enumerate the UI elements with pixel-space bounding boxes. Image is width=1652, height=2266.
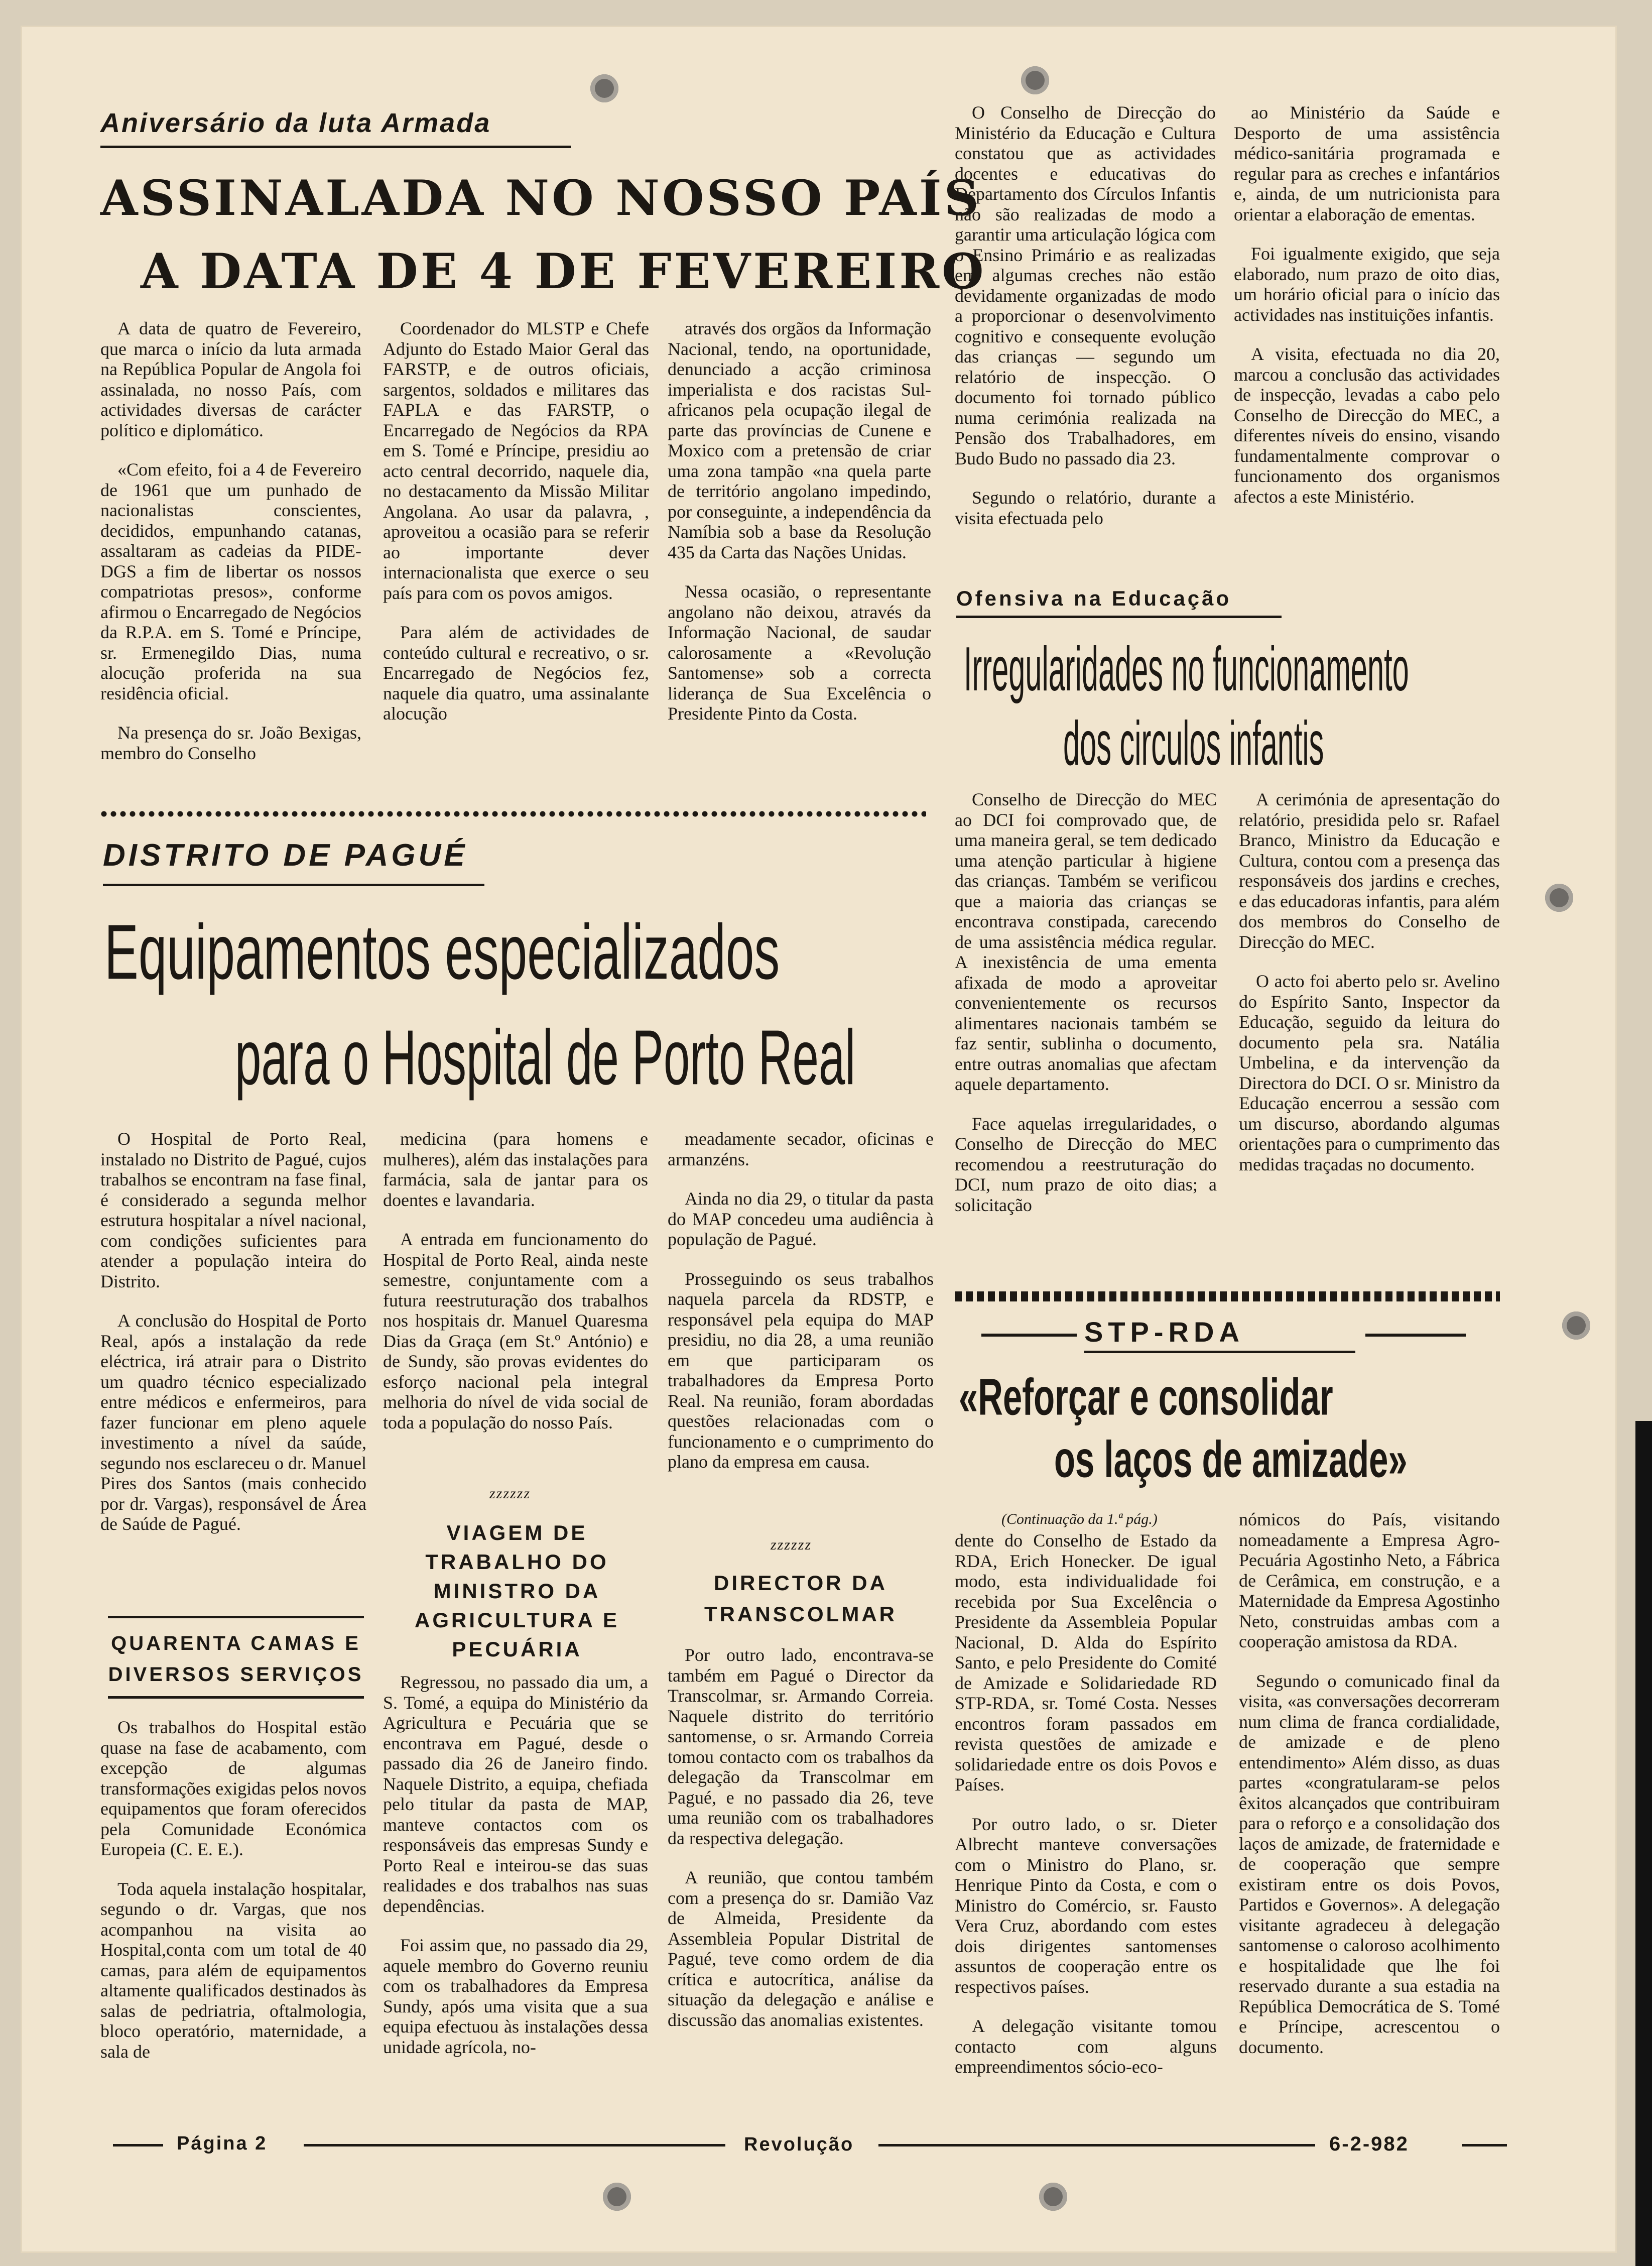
kicker-rule-right: [1365, 1334, 1466, 1337]
paragraph: A cerimónia de apresentação do relatório, presidida pelo sr. Rafael Branco, Ministro da Educação e Cultura, contou com a presença das responsáveis dos jardins e creches, e das educadoras infantis, para além dos membros do Conselho de Direcção do MEC.: [1239, 789, 1500, 952]
footer-date: 6-2-982: [1329, 2133, 1409, 2155]
article3-top-column-1: [955, 102, 1216, 569]
paragraph: «Com efeito, foi a 4 de Fevereiro de 1961 que um punhado de nacionalistas conscientes, decididos, empunhando catanas, assaltaram as cadeias da PIDE-DGS a fim de libertar os nossos compatriotas presos», conforme afirmou o Encarregado de Negócios da R.P.A. em S. Tomé e Príncipe, sr. Ermenegildo Dias, numa alocução proferida na sua residência oficial.: [100, 459, 361, 703]
article3-column-2: [1239, 789, 1500, 1271]
decorative-separator: zzzzzz: [771, 1536, 812, 1553]
paragraph: Foi igualmente exigido, que seja elaborado, num prazo de oito dias, um horário oficial para o início das actividades nas instituições infantis.: [1234, 244, 1500, 325]
paragraph: Na presença do sr. João Bexigas, membro do Conselho: [100, 723, 361, 763]
article2-column-2b: [383, 1672, 648, 2124]
decorative-separator: zzzzzz: [489, 1485, 531, 1502]
paragraph: A entrada em funcionamento do Hospital de Porto Real, ainda neste semestre, conjuntamente com a futura reestruturação dos trabalhos nos hospitais dr. Manuel Quaresma Dias da Graça (em St.º António) e de Sundy, são provas evidentes do esforço nacional pela integral melhoria do nível de vida social de toda a população do nosso País.: [383, 1229, 648, 1433]
paragraph: A visita, efectuada no dia 20, marcou a conclusão das actividades de inspecção, levadas a cabo pelo Conselho de Direcção do MEC, a diferentes níveis do ensino, visando fundamentalmente comprovar o funcionamento dos organismos afectos a este Ministério.: [1234, 344, 1500, 507]
article1-column-1: [100, 318, 361, 790]
article2-headline-line1: Equipamentos especializados: [104, 909, 780, 996]
paragraph: A delegação visitante tomou contacto com alguns empreendimentos sócio-eco-: [955, 2016, 1217, 2077]
article2-subhead-quarenta-camas: QUARENTA CAMAS E DIVERSOS SERVIÇOS: [108, 1632, 364, 1686]
paragraph: A reunião, que contou também com a presença do sr. Damião Vaz de Almeida, Presidente da Assembleia Popular Distrital de Pagué, teve como ordem de dia crítica e autocrítica, análise da situação da delegação e análise e discussão das anomalias existentes.: [668, 1867, 934, 2030]
scan-color-bar: [1635, 1421, 1652, 2266]
article2-subhead-viagem-de-trabalho: VIAGEM DE TRABALHO DO MINISTRO DA AGRICULTURA E PECUÁRIA: [415, 1521, 619, 1661]
article2-column-1b: [100, 1717, 366, 2124]
article1-headline-line1: ASSINALADA NO NOSSO PAÍS: [100, 170, 981, 226]
paragraph: Segundo o comunicado final da visita, «as conversações decorreram num clima de franca cordialidade, de amizade e de pleno entendimento» Além disso, as duas partes «congratularam-se pelos êxitos alcançados que contribuiram para o reforço e a consolidação dos laços de amizade, de fraternidade e de cooperação que sempre existiram entre os dois Povos, Partidos e Governos». A delegação visitante agradeceu à delegação santomense o caloroso acolhimento e hospitalidade que lhe foi reservado durante a sua estadia na República Democrática de S. Tomé e Príncipe, acrescentou o documento.: [1239, 1671, 1500, 2057]
subhead-rule: [108, 1696, 364, 1699]
article3-top-column-2: [1234, 102, 1500, 569]
punch-hole: [1021, 66, 1049, 94]
article2-column-3: [668, 1129, 934, 1530]
punch-hole: [1545, 884, 1573, 912]
footer-page-number: Página 2: [177, 2133, 268, 2154]
footer-rule: [878, 2144, 1315, 2146]
footer-rule: [1462, 2144, 1507, 2146]
article1-kicker: Aniversário da luta Armada: [100, 108, 491, 138]
article3-headline-line1: Irregularidades no funcionamento: [964, 634, 1409, 704]
article3-column-1: [955, 789, 1217, 1271]
paragraph: Prosseguindo os seus trabalhos naquela parcela da RDSTP, e responsável pela equipa do MAP presidiu, no dia 28, a uma reunião em que participaram os trabalhadores da Empresa Porto Real. Na reunião, foram abordadas questões relacionadas com o funcionamento e o cumprimento do plano da empresa em causa.: [668, 1268, 934, 1472]
footer-newspaper-name: Revolução: [744, 2134, 854, 2155]
article3-headline-line2: dos circulos infantis: [1063, 708, 1324, 779]
article3-kicker: Ofensiva na Educação: [956, 586, 1232, 610]
paragraph: Toda aquela instalação hospitalar, segundo o dr. Vargas, que nos acompanhou na visita ao Hospital,conta com um total de 40 camas, para além de equipamentos altamente qualificados destinados às salas de pedriatria, oftalmologia, bloco operatório, maternidade, a sala de: [100, 1878, 366, 2062]
paragraph: Foi assim que, no passado dia 29, aquele membro do Governo reuniu com os trabalhadores da Empresa Sundy, após uma visita que a sua equipa efectuou às instalações dessa unidade agrícola, no-: [383, 1935, 648, 2057]
article4-continuation-note: (Continuação da 1.ª pág.): [1001, 1511, 1158, 1527]
kicker-underline: [103, 884, 484, 886]
article4-headline-line1: «Reforçar e consolidar: [959, 1368, 1333, 1426]
paragraph: meadamente secador, oficinas e armanzéns.: [668, 1129, 934, 1169]
decorative-wavy-rule: [100, 810, 926, 817]
decorative-chain-rule: [955, 1291, 1500, 1301]
article4-column-2: [1239, 1509, 1500, 2123]
article2-kicker: DISTRITO DE PAGUÉ: [103, 838, 468, 873]
punch-hole: [603, 2183, 631, 2211]
paragraph: nómicos do País, visitando nomeadamente a Empresa Agro-Pecuária Agostinho Neto, a Fábrica de Cerâmica, em construção, e a Maternidade da Empresa Agostinho Neto, construidas ambas com a cooperação amistosa da RDA.: [1239, 1509, 1500, 1651]
paragraph: Para além de actividades de conteúdo cultural e recreativo, o sr. Encarregado de Negócios fez, naquele dia quatro, uma assinalante alocução: [383, 622, 649, 724]
article1-column-2: [383, 318, 649, 790]
punch-hole: [590, 74, 618, 102]
article2-subhead-director-transcolmar: DIRECTOR DA TRANSCOLMAR: [704, 1571, 897, 1626]
article2-headline-line2: para o Hospital de Porto Real: [235, 1014, 856, 1101]
paragraph: dente do Conselho de Estado da RDA, Erich Honecker. De igual modo, esta individualidade foi recebida por Sua Excelência o Presidente da Assembleia Popular Nacional, D. Alda do Espírito Santo, e pelo Presidente do Comité de Amizade e Solidariedade RD STP-RDA, sr. Tomé Costa. Nesses encontros foram passados em revista questões de amizade e solidariedade entre os dois Povos e Países.: [955, 1530, 1217, 1795]
paragraph: Ainda no dia 29, o titular da pasta do MAP concedeu uma audiência à população de Pagué.: [668, 1188, 934, 1249]
punch-hole: [1039, 2183, 1067, 2211]
kicker-underline: [100, 146, 571, 148]
paragraph: Nessa ocasião, o representante angolano não deixou, através da Informação Nacional, de saudar calorosamente a «Revolução Santomense» sob a correcta liderança de Sua Excelência o Presidente Pinto da Costa.: [668, 581, 931, 724]
article2-column-2: [383, 1129, 648, 1480]
paragraph: ao Ministério da Saúde e Desporto de uma assistência médico-sanitária programada e regular para as creches e infantários e, ainda, de um nutricionista para orientar a elaboração de ementas.: [1234, 102, 1500, 224]
paragraph: O Hospital de Porto Real, instalado no Distrito de Pagué, cujos trabalhos se encontram na fase final, é considerado a segunda melhor estrutura hospitalar a nível nacional, com condições suficientes para atender a população inteira do Distrito.: [100, 1129, 366, 1291]
paragraph: Conselho de Direcção do MEC ao DCI foi comprovado que, de uma maneira geral, se tem dedicado uma atenção particular à higiene das crianças. Também se verificou que a maioria das crianças se encontrava constipada, carecendo de uma assistência médica regular. A inexistência de uma ementa afixada de modo a aproveitar convenientemente os recursos alimentares nacionais também se faz sentir, sublinha o documento, entre outras anomalias que afectam aquele departamento.: [955, 789, 1217, 1094]
paragraph: O acto foi aberto pelo sr. Avelino do Espírito Santo, Inspector da Educação, seguido da leitura do documento pela sra. Natália Umbelina, e da intervenção da Directora do DCI. O sr. Ministro da Educação encerrou a sessão com um discurso, abordando algumas orientações para o cumprimento das medidas traçadas no documento.: [1239, 971, 1500, 1174]
article1-column-3: [668, 318, 931, 790]
article4-headline-line2: os laços de amizade»: [1054, 1430, 1408, 1489]
paragraph: através dos orgãos da Informação Nacional, tendo, na oportunidade, denunciado a acção criminosa imperialista e dos racistas Sul-africanos pela ocupação ilegal de parte das províncias de Cunene e Moxico com a pretensão de criar uma zona tampão «na quela parte de território angolano impedindo, por conseguinte, a independência da Namíbia sob a base da Resolução 435 da Carta das Nações Unidas.: [668, 318, 931, 562]
paragraph: Face aquelas irregularidades, o Conselho de Direcção do MEC recomendou a reestruturação do DCI, num prazo de oito dias; a solicitação: [955, 1113, 1217, 1215]
paragraph: A conclusão do Hospital de Porto Real, após a instalação da rede eléctrica, irá atrair para o Distrito um quadro técnico especializado entre médicos e enfermeiros, para fazer funcionar em pleno aquele investimento a nível da saúde, segundo nos esclareceu o dr. Manuel Pires dos Santos (mais conhecido por dr. Vargas), responsável de Área de Saúde de Pagué.: [100, 1310, 366, 1534]
article2-column-1: [100, 1129, 366, 1606]
paragraph: Por outro lado, encontrava-se também em Pagué o Director da Transcolmar, sr. Armando Correia. Naquele distrito do território santomense, o sr. Armando Correia tomou contacto com os trabalhos da delegação da Transcolmar em Pagué, e no passado dia 26, teve uma reunião com os trabalhadores da respectiva delegação.: [668, 1645, 934, 1848]
subhead-rule: [108, 1616, 364, 1618]
punch-hole: [1562, 1311, 1590, 1340]
article4-kicker: STP-RDA: [1084, 1316, 1244, 1348]
article2-column-3b: [668, 1645, 934, 2122]
paragraph: O Conselho de Direcção do Ministério da Educação e Cultura constatou que as actividades docentes e educativas do Departamento dos Círculos Infantis não são realizadas de modo a garantir uma articulação lógica com o Ensino Primário e as realizadas em algumas creches não estão devidamente organizadas de modo a proporcionar o desenvolvimento cognitivo e consequente evolução das crianças — segundo um relatório de inspecção. O documento foi tornado público numa cerimónia realizada na Pensão dos Trabalhadores, em Budo Budo no passado dia 23.: [955, 102, 1216, 468]
article1-headline-line2: A DATA DE 4 DE FEVEREIRO: [141, 243, 986, 300]
paragraph: Segundo o relatório, durante a visita efectuada pelo: [955, 488, 1216, 528]
kicker-underline: [1084, 1351, 1355, 1353]
article4-column-1: [955, 1530, 1217, 2123]
paragraph: A data de quatro de Fevereiro, que marca o início da luta armada na República Popular de Angola foi assinalada, no nosso País, com actividades diversas de carácter político e diplomático.: [100, 318, 361, 440]
kicker-rule-left: [981, 1334, 1077, 1337]
paragraph: Regressou, no passado dia um, a S. Tomé, a equipa do Ministério da Agricultura e Pecuária que se encontrava em Pagué, desde o passado dia 26 de Janeiro findo. Naquele Distrito, a equipa, chefiada pelo titular da pasta de MAP, manteve contactos com os responsáveis das empresas Sundy e Porto Real e inteirou-se das suas realidades e dos trabalhos nas suas dependências.: [383, 1672, 648, 1916]
paragraph: Por outro lado, o sr. Dieter Albrecht manteve conversações com o Ministro do Plano, sr. Henrique Pinto da Costa, e com o Ministro do Comércio, sr. Fausto Vera Cruz, abordando com estes dois dirigentes santomenses assuntos de cooperação entre os respectivos países.: [955, 1814, 1217, 1997]
footer-rule: [304, 2144, 725, 2146]
kicker-underline: [956, 616, 1282, 618]
paragraph: Coordenador do MLSTP e Chefe Adjunto do Estado Maior Geral das FARSTP, e de outros oficiais, sargentos, soldados e militares das FAPLA e das FARSTP, o Encarregado de Negócios da RPA em S. Tomé e Príncipe, presidiu ao acto central decorrido, naquele dia, no destacamento da Missão Militar Angolana. Ao usar da palavra, , aproveitou a ocasião para se referir ao importante dever internacionalista que exerce o seu país para com os povos amigos.: [383, 318, 649, 603]
paragraph: Os trabalhos do Hospital estão quase na fase de acabamento, com excepção de algumas transformações exigidas pelos novos equipamentos que foram oferecidos pela Comunidade Económica Europeia (C. E. E.).: [100, 1717, 366, 1859]
paragraph: medicina (para homens e mulheres), além das instalações para farmácia, sala de jantar para os doentes e lavandaria.: [383, 1129, 648, 1210]
footer-rule: [113, 2144, 163, 2146]
